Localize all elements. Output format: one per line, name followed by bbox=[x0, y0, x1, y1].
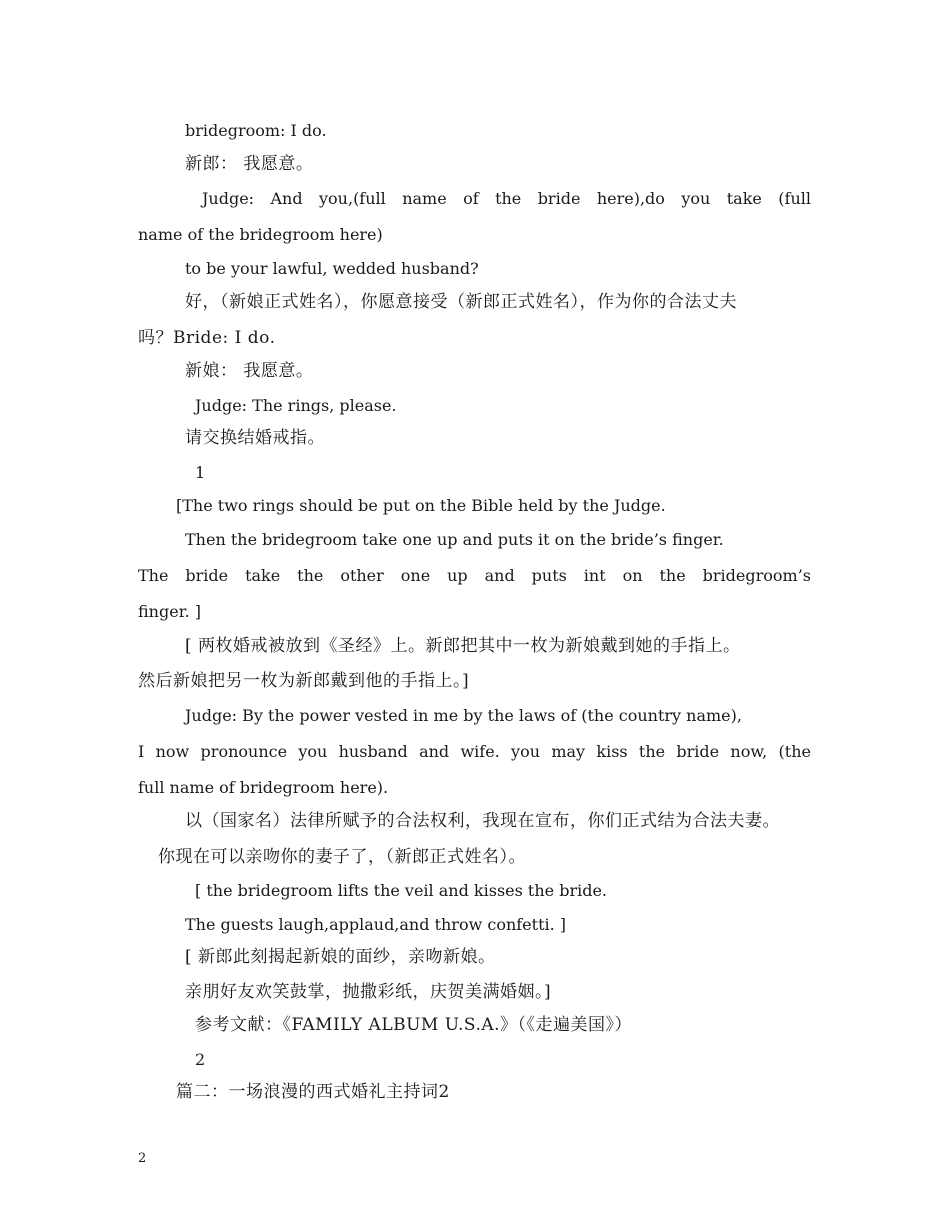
text-line: The guests laugh,applaud,and throw confetti. ] bbox=[185, 915, 567, 934]
text-line: finger. ] bbox=[138, 602, 201, 621]
footer-page-number: 2 bbox=[138, 1151, 147, 1166]
text-line: I now pronounce you husband and wife. you may kiss the bride now, (the bbox=[138, 742, 811, 761]
text-line: Judge: The rings, please. bbox=[195, 396, 397, 415]
reference-line: 参考文献：《FAMILY ALBUM U.S.A.》（《走遍美国》） bbox=[195, 1015, 633, 1035]
section-heading: 篇二：一场浪漫的西式婚礼主持词2 bbox=[176, 1082, 450, 1102]
text-line: Judge: And you,(full name of the bride here),do you take (full bbox=[202, 189, 811, 208]
inline-page-number: 1 bbox=[195, 463, 206, 482]
text-line: [ 两枚婚戒被放到《圣经》上。新郎把其中一枚为新娘戴到她的手指上。 bbox=[185, 636, 741, 656]
text-line: 请交换结婚戒指。 bbox=[185, 428, 325, 448]
text-line: Judge: By the power vested in me by the laws of (the country name), bbox=[185, 706, 742, 725]
text-line: 你现在可以亲吻你的妻子了，（新郎正式姓名）。 bbox=[158, 847, 526, 867]
text-line: to be your lawful, wedded husband? bbox=[185, 259, 479, 278]
text-line: 吗？Bride: I do. bbox=[138, 328, 276, 348]
text-line: 新郎： 我愿意。 bbox=[185, 154, 314, 174]
text-line: Then the bridegroom take one up and puts it on the bride’s finger. bbox=[185, 530, 724, 549]
text-line: name of the bridegroom here) bbox=[138, 225, 383, 244]
text-line: 亲朋好友欢笑鼓掌，抛撒彩纸，庆贺美满婚姻。] bbox=[185, 982, 552, 1002]
inline-page-number: 2 bbox=[195, 1050, 206, 1069]
text-line: The bride take the other one up and puts int on the bridegroom’s bbox=[138, 566, 811, 585]
text-line: full name of bridegroom here). bbox=[138, 778, 389, 797]
text-line: 然后新娘把另一枚为新郎戴到他的手指上。] bbox=[138, 671, 470, 691]
text-line: [ 新郎此刻揭起新娘的面纱，亲吻新娘。 bbox=[185, 947, 496, 967]
text-line: 好，（新娘正式姓名），你愿意接受（新郎正式姓名），作为你的合法丈夫 bbox=[185, 292, 737, 312]
text-line: bridegroom: I do. bbox=[185, 121, 327, 140]
text-line: [The two rings should be put on the Bible held by the Judge. bbox=[176, 496, 666, 515]
text-line: 新娘： 我愿意。 bbox=[185, 361, 314, 381]
text-line: 以（国家名）法律所赋予的合法权利，我现在宣布，你们正式结为合法夫妻。 bbox=[185, 811, 780, 831]
text-line: [ the bridegroom lifts the veil and kisses the bride. bbox=[195, 881, 608, 900]
